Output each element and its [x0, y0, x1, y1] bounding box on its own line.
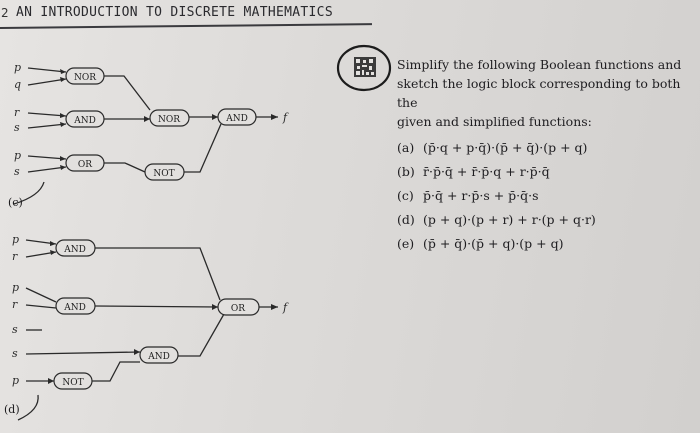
input-var: r — [14, 106, 20, 119]
gate-label: NOR — [73, 73, 97, 83]
output-var: f — [283, 301, 288, 314]
intro-line: Simplify the following Boolean functions and — [397, 57, 682, 72]
input-var: p — [14, 61, 22, 74]
gate-label: AND — [64, 303, 86, 313]
item-label: (e) — [397, 235, 415, 251]
problem-item — [397, 207, 697, 231]
input-var: q — [14, 78, 22, 91]
item-label: (c) — [397, 187, 414, 203]
item-expression: (p̄·q + p·q̄)·(p̄ + q̄)·(p + q) — [423, 139, 588, 155]
problem-intro — [397, 55, 697, 131]
gate-label: OR — [77, 160, 93, 170]
item-expression: (p + q)·(p + r) + r·(p + q·r) — [423, 211, 596, 227]
gate-label: AND — [74, 116, 96, 126]
item-expression: r̄·p̄·q̄ + r̄·p̄·q + r·p̄·q̄ — [423, 163, 550, 179]
gate-label: AND — [64, 245, 86, 255]
gate-label: NOT — [153, 169, 175, 179]
qr-badge — [338, 46, 390, 90]
gate-label: NOT — [62, 378, 84, 388]
input-var: r — [12, 250, 18, 263]
problem-item — [397, 183, 697, 207]
figure-label-c: (c) — [8, 196, 23, 209]
input-var: s — [12, 347, 18, 360]
gate-label: AND — [148, 352, 170, 362]
item-label: (d) — [397, 211, 415, 227]
input-var: s — [14, 165, 20, 178]
problem-item — [397, 231, 697, 255]
output-var: f — [283, 111, 288, 124]
figure-label-d: (d) — [4, 403, 20, 416]
input-var: s — [14, 121, 20, 134]
item-label: (b) — [397, 163, 415, 179]
problem-text — [397, 55, 697, 255]
problem-item — [397, 135, 697, 159]
gate-label: OR — [230, 304, 246, 314]
input-var: r — [12, 298, 18, 311]
page-number: 2 — [1, 6, 9, 20]
input-var: p — [12, 374, 20, 387]
item-expression: (p̄ + q̄)·(p̄ + q)·(p + q) — [423, 235, 564, 251]
intro-line: given and simplified functions: — [397, 114, 592, 129]
item-expression: p̄·q̄ + r·p̄·s + p̄·q̄·s — [423, 187, 539, 203]
problem-items — [397, 135, 697, 255]
input-var: s — [12, 323, 18, 336]
chapter-title: AN INTRODUCTION TO DISCRETE MATHEMATICS — [16, 5, 333, 20]
intro-line: sketch the logic block corresponding to both the — [397, 76, 681, 110]
problem-item — [397, 159, 697, 183]
input-var: p — [12, 233, 20, 246]
gate-label: NOR — [157, 115, 181, 125]
gate-label: AND — [226, 114, 248, 124]
input-var: p — [14, 149, 22, 162]
item-label: (a) — [397, 139, 415, 155]
input-var: p — [12, 281, 20, 294]
